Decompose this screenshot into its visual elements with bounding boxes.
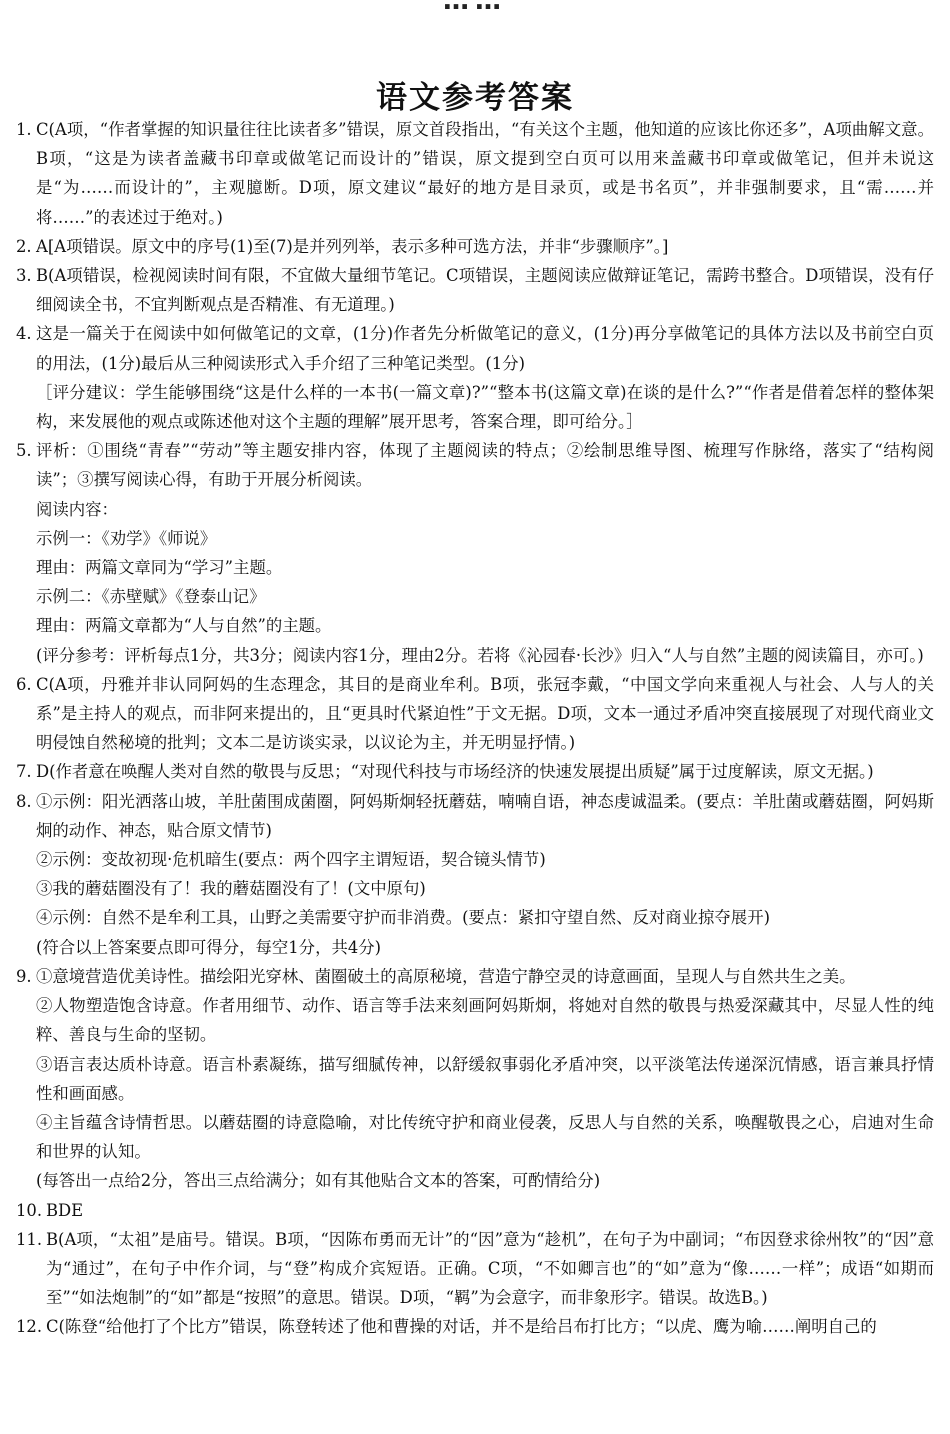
answer-item [16,261,934,319]
answer-paragraph: ［评分建议：学生能够围绕“这是什么样的一本书(一篇文章)?”“整本书(这篇文章)在谈的是什么?”“作者是借着怎样的整体架构，来发展他的观点或陈述他对这个主题的理解”展开思考，答案合理，即可给分。］ [36,382,934,432]
answer-paragraph: ④主旨蕴含诗情哲思。以蘑菇圈的诗意隐喻，对比传统守护和商业侵袭，反思人与自然的关系，唤醒敬畏之心，启迪对生命和世界的认知。 [36,1112,934,1162]
answer-paragraph: ③语言表达质朴诗意。语言朴素凝练，描写细腻传神，以舒缓叙事弱化矛盾冲突，以平淡笔法传递深沉情感，语言兼具抒情性和画面感。 [36,1054,934,1103]
answer-number: 6. [16,674,32,694]
answer-paragraph: ①示例：阳光洒落山坡，羊肚菌围成菌圈，阿妈斯炯轻抚蘑菇，喃喃自语，神态虔诚温柔。(要点：羊肚菌或蘑菇圈，阿妈斯炯的动作、神态，贴合原文情节) [36,791,934,840]
answer-paragraph: 示例二：《赤壁赋》《登泰山记》 [36,587,266,607]
answer-paragraph: 理由：两篇文章同为“学习”主题。 [36,558,283,578]
answer-item [16,787,934,962]
answer-paragraph: A[A项错误。原文中的序号(1)至(7)是并列列举，表示多种可选方法，并非“步骤顺序”。] [36,236,669,256]
answer-item [16,1225,934,1313]
answer-paragraph: (每答出一点给2分，答出三点给满分；如有其他贴合文本的答案，可酌情给分) [36,1171,601,1191]
answer-number: 10. [16,1200,43,1220]
answer-paragraph: (符合以上答案要点即可得分，每空1分，共4分) [36,937,382,957]
answer-item [16,757,934,786]
answer-paragraph: ①意境营造优美诗性。描绘阳光穿林、菌圈破土的高原秘境，营造宁静空灵的诗意画面，呈现人与自然共生之美。 [36,966,856,986]
answer-paragraph: C(A项，丹雅并非认同阿妈的生态理念，其目的是商业牟利。B项，张冠李戴，“中国文学向来重视人与社会、人与人的关系”是主持人的观点，而非阿来提出的，且“更具时代紧迫性”于文无据。D项，文本一通过矛盾冲突直接展现了对现代商业文明侵蚀自然秘境的批判；文本二是访谈实录，以议论为主，并无明显抒情。) [36,674,934,753]
answer-number: 3. [16,266,32,286]
answer-number: 2. [16,236,32,256]
answer-paragraph: ③我的蘑菇圈没有了！我的蘑菇圈没有了！(文中原句) [36,879,426,899]
answer-item [16,115,934,232]
answer-paragraph: BDE [46,1200,84,1220]
answer-paragraph: B(A项，“太祖”是庙号。错误。B项，“因陈布勇而无计”的“因”意为“趁机”，在句子为中副词；“布因登求徐州牧”的“因”意为“通过”，在句子中作介词，与“登”构成介宾短语。正确。C项，“不如卿言也”的“如”意为“像……一样”；成语“如期而至”“如法炮制”的“如”都是“按照”的意思。错误。D项，“羁”为会意字，而非象形字。错误。故选B。) [46,1229,934,1308]
answer-paragraph: ④示例：自然不是牟利工具，山野之美需要守护而非消费。(要点：紧扣守望自然、反对商业掠夺展开) [36,908,770,928]
answer-number: 11. [16,1229,43,1249]
answer-item [16,319,934,436]
answer-number: 1. [16,120,32,139]
page-header-cut [0,0,950,14]
answer-paragraph: 阅读内容： [36,499,118,519]
answer-item [16,436,934,670]
answer-item [16,962,934,1196]
answer-paragraph: ②示例：变故初现·危机暗生(要点：两个四字主谓短语，契合镜头情节) [36,850,546,870]
answer-paragraph: 示例一：《劝学》《师说》 [36,528,217,548]
answer-paragraph: 评析：①围绕“青春”“劳动”等主题安排内容，体现了主题阅读的特点；②绘制思维导图、梳理写作脉络，落实了“结构阅读”；③撰写阅读心得，有助于开展分析阅读。 [36,441,934,490]
answer-number: 9. [16,966,32,986]
answer-number: 5. [16,441,32,461]
answer-paragraph: D(作者意在唤醒人类对自然的敬畏与反思；“对现代科技与市场经济的快速发展提出质疑”属于过度解读，原文无据。) [36,762,874,782]
answer-item [16,1312,934,1341]
answer-number: 12. [16,1317,43,1337]
answer-number: 8. [16,791,32,811]
answer-paragraph: B(A项错误，检视阅读时间有限，不宜做大量细节笔记。C项错误，主题阅读应做辩证笔记，需跨书整合。D项错误，没有仔细阅读全书，不宜判断观点是否精准、有无道理。) [36,266,934,315]
answer-paragraph: C(A项，“作者掌握的知识量往往比读者多”错误，原文首段指出，“有关这个主题，他知道的应该比你还多”，A项曲解文意。B项，“这是为读者盖藏书印章或做笔记而设计的”错误，原文提到空白页可以用来盖藏书印章或做笔记，但并未说这是“为……而设计的”，主观臆断。D项，原文建议“最好的地方是目录页，或是书名页”，并非强制要求，且“需……并将……”的表述过于绝对。) [36,120,934,227]
answer-list [16,115,934,1342]
page-title: 语文参考答案 [376,80,574,116]
answer-paragraph: C(陈登“给他打了个比方”错误，陈登转述了他和曹操的对话，并不是给吕布打比方；“以虎、鹰为喻……阐明自己的 [46,1317,877,1337]
answer-paragraph: (评分参考：评析每点1分，共3分；阅读内容1分，理由2分。若将《沁园春·长沙》归入“人与自然”主题的阅读篇目，亦可。) [36,645,924,665]
answer-item [16,1196,934,1225]
answer-paragraph: ②人物塑造饱含诗意。作者用细节、动作、语言等手法来刻画阿妈斯炯，将她对自然的敬畏与热爱深藏其中，尽显人性的纯粹、善良与生命的坚韧。 [36,996,934,1045]
answer-paragraph: 这是一篇关于在阅读中如何做笔记的文章，(1分)作者先分析做笔记的意义，(1分)再分享做笔记的具体方法以及书前空白页的用法，(1分)最后从三种阅读形式入手介绍了三种笔记类型。(1分) [36,324,934,373]
answer-item [16,670,934,758]
answer-paragraph: 理由：两篇文章都为“人与自然”的主题。 [36,616,332,636]
answer-item [16,232,934,261]
answer-number: 7. [16,762,32,782]
answer-number: 4. [16,324,32,344]
